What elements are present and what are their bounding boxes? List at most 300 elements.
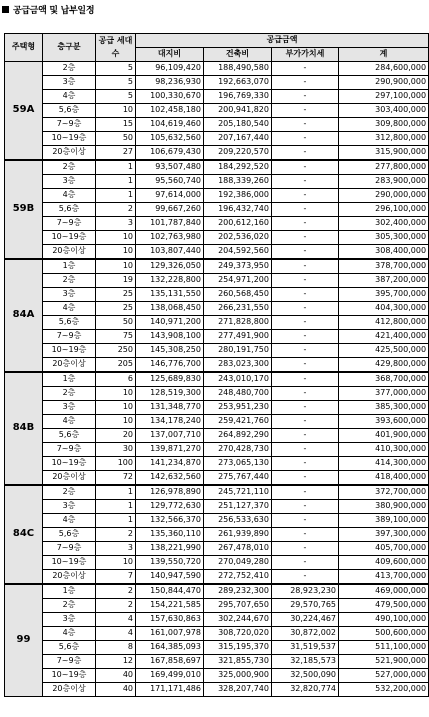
- table-row: [5, 471, 429, 486]
- building-price-cell: 283,023,300: [204, 358, 272, 373]
- vat-cell: -: [272, 118, 339, 132]
- table-row: [5, 203, 429, 217]
- unit-type-cell: 59B: [5, 160, 43, 259]
- vat-cell: -: [272, 387, 339, 401]
- table-body: [5, 62, 429, 697]
- floor-cell: 7~9층: [43, 443, 96, 457]
- vat-cell: -: [272, 217, 339, 231]
- units-cell: 205: [96, 358, 136, 373]
- table-row: [5, 146, 429, 161]
- total-price-cell: 412,800,000: [339, 316, 429, 330]
- units-cell: 4: [96, 613, 136, 627]
- floor-cell: 7~9층: [43, 655, 96, 669]
- vat-cell: -: [272, 500, 339, 514]
- vat-cell: 32,500,090: [272, 669, 339, 683]
- total-price-cell: 368,700,000: [339, 372, 429, 387]
- total-price-cell: 302,400,000: [339, 217, 429, 231]
- land-price-cell: 137,007,710: [136, 429, 204, 443]
- units-cell: 2: [96, 528, 136, 542]
- vat-cell: -: [272, 443, 339, 457]
- supply-price-table: [4, 33, 429, 697]
- units-cell: 4: [96, 627, 136, 641]
- units-cell: 25: [96, 302, 136, 316]
- units-cell: 75: [96, 330, 136, 344]
- table-row: [5, 415, 429, 429]
- vat-cell: -: [272, 570, 339, 585]
- units-cell: 15: [96, 118, 136, 132]
- units-cell: 50: [96, 132, 136, 146]
- total-price-cell: 418,400,000: [339, 471, 429, 486]
- table-row: [5, 274, 429, 288]
- floor-cell: 2층: [43, 387, 96, 401]
- floor-cell: 2층: [43, 62, 96, 76]
- units-cell: 5: [96, 62, 136, 76]
- floor-cell: 3층: [43, 288, 96, 302]
- land-price-cell: 145,308,250: [136, 344, 204, 358]
- total-price-cell: 490,100,000: [339, 613, 429, 627]
- floor-cell: 5,6층: [43, 641, 96, 655]
- floor-cell: 10~19층: [43, 669, 96, 683]
- total-price-cell: 315,900,000: [339, 146, 429, 161]
- land-price-cell: 95,560,740: [136, 175, 204, 189]
- vat-cell: 32,820,774: [272, 683, 339, 697]
- floor-cell: 20층이상: [43, 146, 96, 161]
- header-land: 대지비: [136, 48, 204, 62]
- building-price-cell: 260,568,450: [204, 288, 272, 302]
- building-price-cell: 200,941,820: [204, 104, 272, 118]
- land-price-cell: 100,330,670: [136, 90, 204, 104]
- building-price-cell: 289,232,300: [204, 584, 272, 599]
- total-price-cell: 500,600,000: [339, 627, 429, 641]
- land-price-cell: 102,458,180: [136, 104, 204, 118]
- floor-cell: 3층: [43, 76, 96, 90]
- section-heading: [2, 2, 94, 16]
- building-price-cell: 308,720,020: [204, 627, 272, 641]
- total-price-cell: 421,400,000: [339, 330, 429, 344]
- floor-cell: 4층: [43, 302, 96, 316]
- building-price-cell: 202,536,020: [204, 231, 272, 245]
- floor-cell: 1층: [43, 372, 96, 387]
- vat-cell: -: [272, 415, 339, 429]
- floor-cell: 5,6층: [43, 316, 96, 330]
- land-price-cell: 140,971,200: [136, 316, 204, 330]
- units-cell: 72: [96, 471, 136, 486]
- table-row: [5, 189, 429, 203]
- units-cell: 1: [96, 175, 136, 189]
- table-row: [5, 132, 429, 146]
- units-cell: 10: [96, 104, 136, 118]
- land-price-cell: 139,871,270: [136, 443, 204, 457]
- total-price-cell: 404,300,000: [339, 302, 429, 316]
- total-price-cell: 401,900,000: [339, 429, 429, 443]
- units-cell: 5: [96, 76, 136, 90]
- units-cell: 10: [96, 415, 136, 429]
- building-price-cell: 256,533,630: [204, 514, 272, 528]
- vat-cell: 30,872,002: [272, 627, 339, 641]
- land-price-cell: 106,679,430: [136, 146, 204, 161]
- units-cell: 10: [96, 245, 136, 260]
- table-row: [5, 443, 429, 457]
- units-cell: 10: [96, 387, 136, 401]
- total-price-cell: 395,700,000: [339, 288, 429, 302]
- vat-cell: -: [272, 457, 339, 471]
- total-price-cell: 385,300,000: [339, 401, 429, 415]
- land-price-cell: 138,068,450: [136, 302, 204, 316]
- total-price-cell: 277,800,000: [339, 160, 429, 175]
- land-price-cell: 104,619,460: [136, 118, 204, 132]
- total-price-cell: 305,300,000: [339, 231, 429, 245]
- table-row: [5, 259, 429, 274]
- floor-cell: 3층: [43, 401, 96, 415]
- table-row: [5, 556, 429, 570]
- units-cell: 1: [96, 514, 136, 528]
- vat-cell: -: [272, 330, 339, 344]
- units-cell: 10: [96, 401, 136, 415]
- vat-cell: -: [272, 288, 339, 302]
- building-price-cell: 280,191,750: [204, 344, 272, 358]
- building-price-cell: 200,612,160: [204, 217, 272, 231]
- vat-cell: -: [272, 542, 339, 556]
- total-price-cell: 309,800,000: [339, 118, 429, 132]
- land-price-cell: 101,787,840: [136, 217, 204, 231]
- vat-cell: -: [272, 146, 339, 161]
- table-row: [5, 485, 429, 500]
- building-price-cell: 275,767,440: [204, 471, 272, 486]
- total-price-cell: 308,400,000: [339, 245, 429, 260]
- total-price-cell: 429,800,000: [339, 358, 429, 373]
- floor-cell: 5,6층: [43, 429, 96, 443]
- land-price-cell: 161,007,978: [136, 627, 204, 641]
- floor-cell: 10~19층: [43, 556, 96, 570]
- unit-type-cell: 84C: [5, 485, 43, 584]
- floor-cell: 2층: [43, 274, 96, 288]
- total-price-cell: 532,200,000: [339, 683, 429, 697]
- building-price-cell: 267,478,010: [204, 542, 272, 556]
- table-row: [5, 457, 429, 471]
- table-row: [5, 627, 429, 641]
- units-cell: 5: [96, 90, 136, 104]
- building-price-cell: 188,490,580: [204, 62, 272, 76]
- total-price-cell: 389,100,000: [339, 514, 429, 528]
- total-price-cell: 303,400,000: [339, 104, 429, 118]
- land-price-cell: 157,630,863: [136, 613, 204, 627]
- units-cell: 10: [96, 259, 136, 274]
- vat-cell: 28,923,230: [272, 584, 339, 599]
- floor-cell: 3층: [43, 500, 96, 514]
- units-cell: 1: [96, 500, 136, 514]
- table-row: [5, 584, 429, 599]
- building-price-cell: 192,663,070: [204, 76, 272, 90]
- units-cell: 2: [96, 599, 136, 613]
- land-price-cell: 164,385,093: [136, 641, 204, 655]
- land-price-cell: 126,978,890: [136, 485, 204, 500]
- table-row: [5, 175, 429, 189]
- units-cell: 1: [96, 485, 136, 500]
- vat-cell: -: [272, 231, 339, 245]
- land-price-cell: 135,131,550: [136, 288, 204, 302]
- header-floor: 층구분: [43, 34, 96, 62]
- building-price-cell: 188,339,260: [204, 175, 272, 189]
- floor-cell: 7~9층: [43, 330, 96, 344]
- building-price-cell: 328,207,740: [204, 683, 272, 697]
- units-cell: 8: [96, 641, 136, 655]
- floor-cell: 10~19층: [43, 344, 96, 358]
- total-price-cell: 372,700,000: [339, 485, 429, 500]
- floor-cell: 3층: [43, 175, 96, 189]
- vat-cell: -: [272, 556, 339, 570]
- building-price-cell: 321,855,730: [204, 655, 272, 669]
- building-price-cell: 192,386,000: [204, 189, 272, 203]
- units-cell: 7: [96, 570, 136, 585]
- total-price-cell: 380,900,000: [339, 500, 429, 514]
- land-price-cell: 96,109,420: [136, 62, 204, 76]
- building-price-cell: 249,373,950: [204, 259, 272, 274]
- vat-cell: 32,185,573: [272, 655, 339, 669]
- floor-cell: 20층이상: [43, 358, 96, 373]
- floor-cell: 4층: [43, 189, 96, 203]
- floor-cell: 1층: [43, 259, 96, 274]
- total-price-cell: 393,600,000: [339, 415, 429, 429]
- units-cell: 2: [96, 203, 136, 217]
- vat-cell: -: [272, 344, 339, 358]
- vat-cell: -: [272, 316, 339, 330]
- table-row: [5, 245, 429, 260]
- building-price-cell: 272,752,410: [204, 570, 272, 585]
- table-row: [5, 542, 429, 556]
- total-price-cell: 413,700,000: [339, 570, 429, 585]
- building-price-cell: 205,180,540: [204, 118, 272, 132]
- floor-cell: 7~9층: [43, 542, 96, 556]
- land-price-cell: 102,763,980: [136, 231, 204, 245]
- table-row: [5, 160, 429, 175]
- floor-cell: 2층: [43, 160, 96, 175]
- table-row: [5, 528, 429, 542]
- land-price-cell: 171,171,486: [136, 683, 204, 697]
- land-price-cell: 134,178,240: [136, 415, 204, 429]
- table-row: [5, 429, 429, 443]
- land-price-cell: 99,667,260: [136, 203, 204, 217]
- total-price-cell: 397,300,000: [339, 528, 429, 542]
- units-cell: 3: [96, 217, 136, 231]
- land-price-cell: 143,908,100: [136, 330, 204, 344]
- land-price-cell: 129,326,050: [136, 259, 204, 274]
- units-cell: 12: [96, 655, 136, 669]
- vat-cell: -: [272, 76, 339, 90]
- header-supply: 공급금액: [136, 34, 429, 48]
- total-price-cell: 405,700,000: [339, 542, 429, 556]
- vat-cell: -: [272, 245, 339, 260]
- section-title: 공급금액 및 납부일정: [13, 5, 95, 16]
- floor-cell: 4층: [43, 514, 96, 528]
- table-row: [5, 302, 429, 316]
- vat-cell: -: [272, 62, 339, 76]
- unit-type-cell: 99: [5, 584, 43, 697]
- header-type: 주택형: [5, 34, 43, 62]
- unit-type-cell: 84B: [5, 372, 43, 485]
- building-price-cell: 207,167,440: [204, 132, 272, 146]
- table-row: [5, 669, 429, 683]
- floor-cell: 10~19층: [43, 132, 96, 146]
- land-price-cell: 125,689,830: [136, 372, 204, 387]
- land-price-cell: 105,632,560: [136, 132, 204, 146]
- table-row: [5, 316, 429, 330]
- units-cell: 1: [96, 189, 136, 203]
- total-price-cell: 283,900,000: [339, 175, 429, 189]
- total-price-cell: 312,800,000: [339, 132, 429, 146]
- floor-cell: 7~9층: [43, 217, 96, 231]
- building-price-cell: 270,049,280: [204, 556, 272, 570]
- table-row: [5, 104, 429, 118]
- floor-cell: 3층: [43, 613, 96, 627]
- vat-cell: 31,519,537: [272, 641, 339, 655]
- floor-cell: 2층: [43, 599, 96, 613]
- building-price-cell: 325,000,900: [204, 669, 272, 683]
- building-price-cell: 248,480,700: [204, 387, 272, 401]
- land-price-cell: 169,499,010: [136, 669, 204, 683]
- units-cell: 10: [96, 231, 136, 245]
- header-vat: 부가가치세: [272, 48, 339, 62]
- vat-cell: -: [272, 485, 339, 500]
- total-price-cell: 469,000,000: [339, 584, 429, 599]
- floor-cell: 20층이상: [43, 245, 96, 260]
- table-row: [5, 90, 429, 104]
- total-price-cell: 290,900,000: [339, 76, 429, 90]
- building-price-cell: 204,592,560: [204, 245, 272, 260]
- vat-cell: -: [272, 132, 339, 146]
- land-price-cell: 131,348,770: [136, 401, 204, 415]
- vat-cell: -: [272, 528, 339, 542]
- building-price-cell: 196,432,740: [204, 203, 272, 217]
- units-cell: 2: [96, 584, 136, 599]
- table-row: [5, 599, 429, 613]
- square-bullet-icon: [2, 6, 9, 13]
- land-price-cell: 138,221,990: [136, 542, 204, 556]
- table-row: [5, 288, 429, 302]
- units-cell: 40: [96, 669, 136, 683]
- total-price-cell: 290,000,000: [339, 189, 429, 203]
- total-price-cell: 410,300,000: [339, 443, 429, 457]
- land-price-cell: 128,519,300: [136, 387, 204, 401]
- land-price-cell: 98,236,930: [136, 76, 204, 90]
- land-price-cell: 142,632,560: [136, 471, 204, 486]
- total-price-cell: 377,000,000: [339, 387, 429, 401]
- floor-cell: 4층: [43, 415, 96, 429]
- building-price-cell: 251,127,370: [204, 500, 272, 514]
- table-row: [5, 613, 429, 627]
- total-price-cell: 479,500,000: [339, 599, 429, 613]
- total-price-cell: 425,500,000: [339, 344, 429, 358]
- floor-cell: 10~19층: [43, 231, 96, 245]
- units-cell: 30: [96, 443, 136, 457]
- land-price-cell: 97,614,000: [136, 189, 204, 203]
- floor-cell: 5,6층: [43, 104, 96, 118]
- building-price-cell: 302,244,670: [204, 613, 272, 627]
- units-cell: 50: [96, 316, 136, 330]
- building-price-cell: 253,951,230: [204, 401, 272, 415]
- land-price-cell: 167,858,697: [136, 655, 204, 669]
- table-header: [5, 34, 429, 62]
- table-row: [5, 231, 429, 245]
- total-price-cell: 387,200,000: [339, 274, 429, 288]
- unit-type-cell: 84A: [5, 259, 43, 372]
- floor-cell: 20층이상: [43, 683, 96, 697]
- land-price-cell: 141,234,870: [136, 457, 204, 471]
- table-row: [5, 358, 429, 373]
- total-price-cell: 409,600,000: [339, 556, 429, 570]
- building-price-cell: 196,769,330: [204, 90, 272, 104]
- table-row: [5, 118, 429, 132]
- vat-cell: -: [272, 372, 339, 387]
- floor-cell: 2층: [43, 485, 96, 500]
- floor-cell: 4층: [43, 627, 96, 641]
- land-price-cell: 135,360,110: [136, 528, 204, 542]
- units-cell: 40: [96, 683, 136, 697]
- total-price-cell: 521,900,000: [339, 655, 429, 669]
- land-price-cell: 132,566,370: [136, 514, 204, 528]
- floor-cell: 5,6층: [43, 528, 96, 542]
- building-price-cell: 295,707,650: [204, 599, 272, 613]
- units-cell: 27: [96, 146, 136, 161]
- building-price-cell: 184,292,520: [204, 160, 272, 175]
- table-row: [5, 344, 429, 358]
- building-price-cell: 273,065,130: [204, 457, 272, 471]
- table-row: [5, 217, 429, 231]
- land-price-cell: 139,550,720: [136, 556, 204, 570]
- land-price-cell: 93,507,480: [136, 160, 204, 175]
- building-price-cell: 277,491,900: [204, 330, 272, 344]
- table-row: [5, 387, 429, 401]
- vat-cell: -: [272, 302, 339, 316]
- units-cell: 6: [96, 372, 136, 387]
- land-price-cell: 103,807,440: [136, 245, 204, 260]
- header-units: 공급 세대수: [96, 34, 136, 62]
- building-price-cell: 261,939,890: [204, 528, 272, 542]
- land-price-cell: 150,844,470: [136, 584, 204, 599]
- vat-cell: -: [272, 203, 339, 217]
- vat-cell: -: [272, 274, 339, 288]
- floor-cell: 7~9층: [43, 118, 96, 132]
- vat-cell: -: [272, 429, 339, 443]
- vat-cell: -: [272, 175, 339, 189]
- land-price-cell: 132,228,800: [136, 274, 204, 288]
- floor-cell: 10~19층: [43, 457, 96, 471]
- total-price-cell: 296,100,000: [339, 203, 429, 217]
- table-row: [5, 514, 429, 528]
- land-price-cell: 154,221,585: [136, 599, 204, 613]
- units-cell: 19: [96, 274, 136, 288]
- building-price-cell: 259,421,760: [204, 415, 272, 429]
- building-price-cell: 243,010,170: [204, 372, 272, 387]
- floor-cell: 20층이상: [43, 471, 96, 486]
- unit-type-cell: 59A: [5, 62, 43, 161]
- vat-cell: -: [272, 259, 339, 274]
- table-row: [5, 683, 429, 697]
- building-price-cell: 264,892,290: [204, 429, 272, 443]
- units-cell: 20: [96, 429, 136, 443]
- vat-cell: -: [272, 104, 339, 118]
- building-price-cell: 245,721,110: [204, 485, 272, 500]
- floor-cell: 4층: [43, 90, 96, 104]
- table-row: [5, 330, 429, 344]
- vat-cell: -: [272, 401, 339, 415]
- building-price-cell: 254,971,200: [204, 274, 272, 288]
- total-price-cell: 297,100,000: [339, 90, 429, 104]
- table-row: [5, 641, 429, 655]
- units-cell: 250: [96, 344, 136, 358]
- total-price-cell: 511,100,000: [339, 641, 429, 655]
- units-cell: 10: [96, 556, 136, 570]
- vat-cell: -: [272, 189, 339, 203]
